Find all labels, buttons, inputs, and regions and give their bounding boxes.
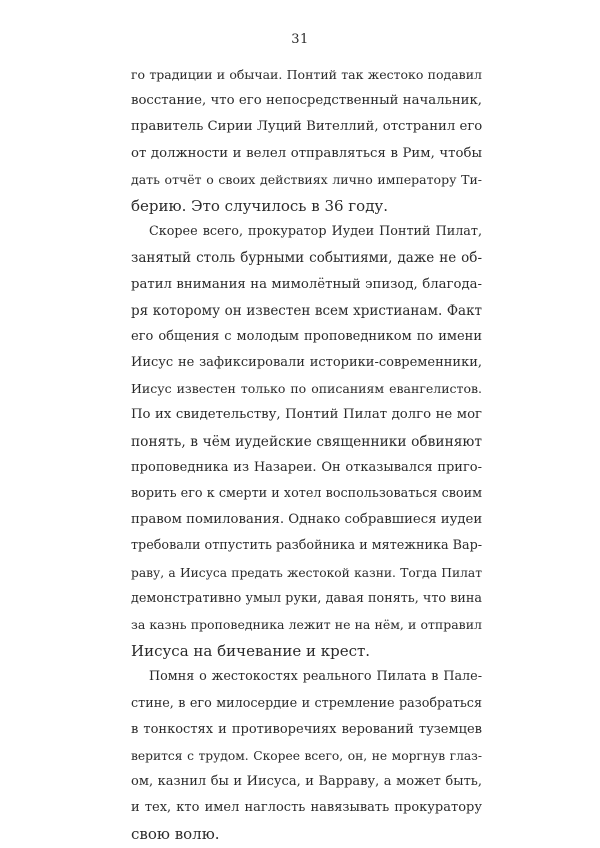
- text-line: Иисус известен только по описаниям евангелистов.: [131, 381, 482, 397]
- text-line: за казнь проповедника лежит не на нём, и отправил: [131, 616, 482, 632]
- paragraph-1: [131, 62, 482, 219]
- text-line: Помня о жестокостях реального Пилата в Пале-: [149, 669, 482, 685]
- text-line: го традиции и обычаи. Понтий так жестоко подавил: [131, 67, 482, 82]
- text-line: ря которому он известен всем христианам. Факт: [131, 302, 482, 319]
- text-line: правом помилования. Однако собравшиеся иудеи: [131, 512, 482, 528]
- body-text: [131, 62, 482, 848]
- text-line: требовали отпустить разбойника и мятежника Вар-: [131, 538, 482, 554]
- text-line: понять, в чём иудейские священники обвиняют: [131, 433, 482, 450]
- text-line: демонстративно умыл руки, давая понять, что вина: [131, 590, 482, 606]
- text-line: раву, а Иисуса предать жестокой казни. Тогда Пилат: [131, 565, 482, 580]
- page-number: 31: [291, 32, 309, 47]
- text-line: Иисуса на бичевание и крест.: [131, 642, 371, 661]
- paragraph-3: [131, 664, 482, 847]
- text-line: в тонкостях и противоречиях верований туземцев: [131, 721, 482, 737]
- text-line: ворить его к смерти и хотел воспользоваться своим: [131, 486, 482, 501]
- text-line: правитель Сирии Луций Вителлий, отстранил его: [131, 119, 482, 135]
- text-line: восстание, что его непосредственный начальник,: [131, 93, 482, 109]
- text-line: дать отчёт о своих действиях лично императору Ти-: [131, 171, 482, 187]
- text-line: Скорее всего, прокуратор Иудеи Понтий Пилат,: [149, 224, 482, 240]
- paragraph-2: [131, 219, 482, 664]
- text-line: берию. Это случилось в 36 году.: [131, 196, 389, 215]
- text-line: свою волю.: [131, 825, 220, 844]
- text-line: стине, в его милосердие и стремление разобраться: [131, 695, 482, 711]
- text-line: занятый столь бурными событиями, даже не об-: [131, 250, 482, 267]
- text-line: Иисус не зафиксировали историки-современники,: [131, 355, 482, 371]
- text-line: и тех, кто имел наглость навязывать прокуратору: [131, 800, 482, 816]
- text-line: проповедника из Назареи. Он отказывался приго-: [131, 459, 482, 475]
- text-line: ратил внимания на мимолётный эпизод, благода-: [131, 276, 482, 292]
- text-line: По их свидетельству, Понтий Пилат долго не мог: [131, 407, 482, 423]
- text-line: от должности и велел отправляться в Рим, чтобы: [131, 145, 482, 161]
- text-line: верится с трудом. Скорее всего, он, не моргнув глаз-: [131, 748, 482, 763]
- text-line: ом, казнил бы и Иисуса, и Варраву, а может быть,: [131, 774, 482, 790]
- text-line: его общения с молодым проповедником по имени: [131, 328, 482, 344]
